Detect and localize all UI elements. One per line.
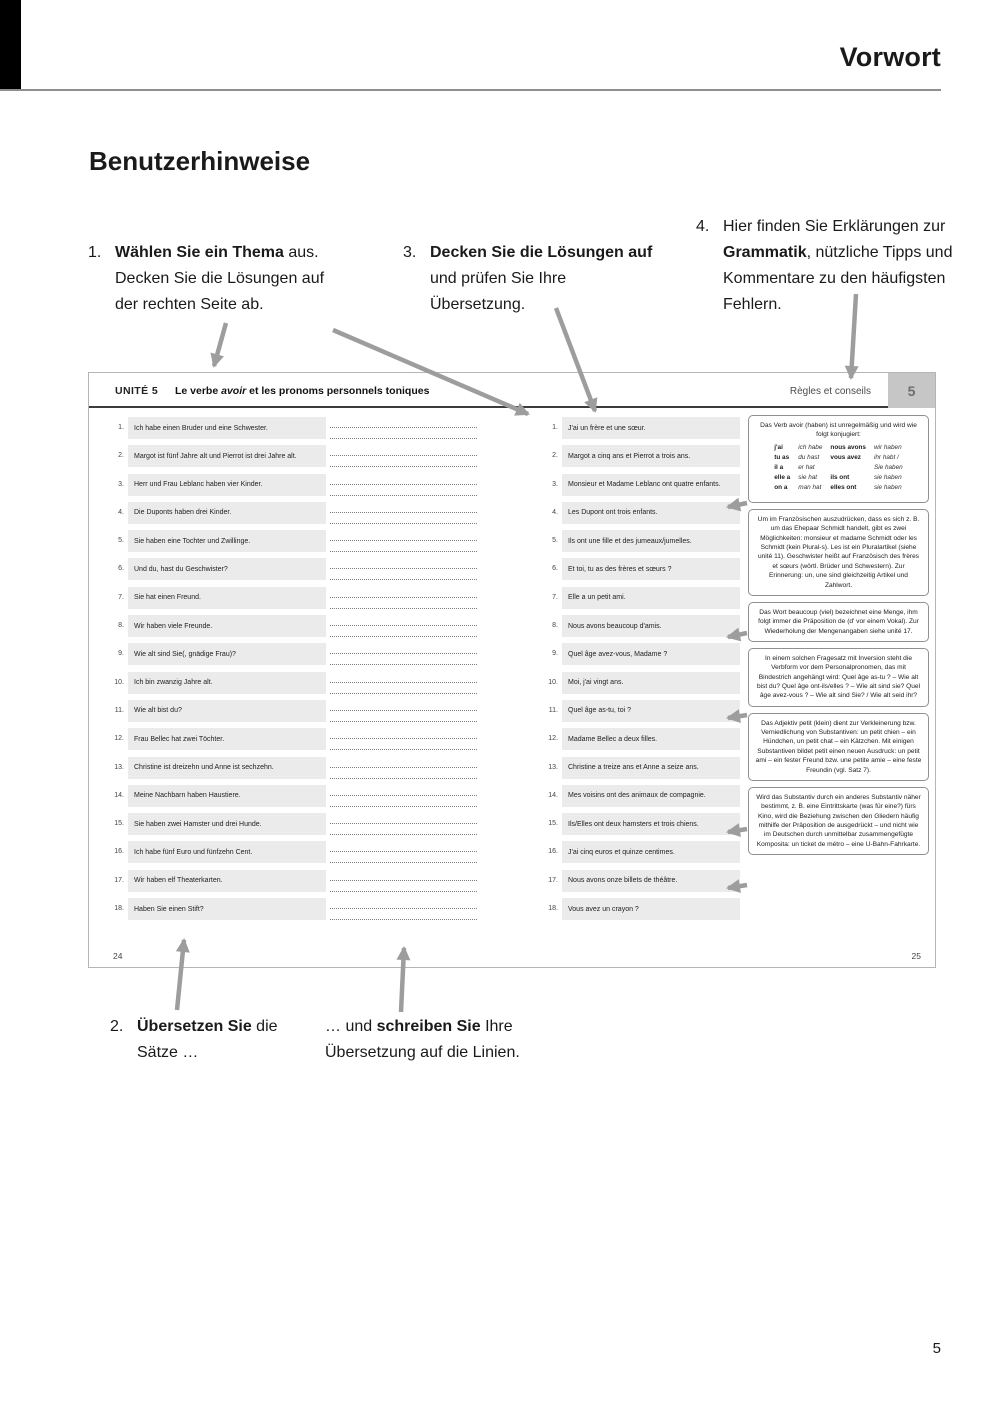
sentence-number: 1. xyxy=(552,424,558,431)
sentence-number: 15. xyxy=(114,820,124,828)
answer-lines xyxy=(330,898,477,920)
step-number: 4. xyxy=(696,218,710,235)
exercise-row xyxy=(111,898,483,926)
exercise-row xyxy=(111,445,483,473)
sentence-number: 6. xyxy=(118,565,124,573)
solution-row xyxy=(545,813,745,841)
conjugation-fr: vous avez xyxy=(830,453,861,461)
french-sentence: Vous avez un crayon ? xyxy=(562,898,740,920)
instruction-step-3 xyxy=(403,240,653,318)
french-solution-list xyxy=(545,417,745,926)
french-sentence: J'ai un frère et une sœur. xyxy=(562,417,740,439)
french-sentence: Les Dupont ont trois enfants. xyxy=(562,502,740,524)
sentence-number: 12. xyxy=(114,735,124,743)
french-sentence: Quel âge as-tu, toi ? xyxy=(562,700,740,722)
french-sentence: Nous avons beaucoup d'amis. xyxy=(562,615,740,637)
grammar-column xyxy=(748,415,929,855)
conjugation-fr: tu as xyxy=(774,453,790,461)
step-number: 1. xyxy=(88,244,102,261)
sentence-number: 10. xyxy=(114,678,124,686)
grammar-note-box: Das Adjektiv petit (klein) dient zur Verkleinerung bzw. Verniedlichung von Substantiven: un petit chien – ein Hündchen, un petit chat – ein Kätzchen. Mit einigen Substantiven bildet petit einen neuen Ausdruck: un petit ami – ein fester Freund bzw. une petite amie – eine feste Freundin (vgl. Satz 7). xyxy=(748,713,929,781)
sentence-number: 3. xyxy=(552,480,558,488)
french-sentence: Christine a treize ans et Anne a seize ans. xyxy=(562,757,740,779)
conjugation-table xyxy=(755,443,922,492)
sentence-number: 16. xyxy=(548,848,558,856)
conjugation-fr: il a xyxy=(774,463,784,471)
conjugation-fr: nous avons xyxy=(830,443,866,451)
french-sentence: J'ai cinq euros et quinze centimes. xyxy=(562,841,740,863)
header-divider xyxy=(0,89,941,91)
german-sentence-list xyxy=(111,417,483,926)
sentence-number: 14. xyxy=(114,791,124,799)
conjugation-de: man hat xyxy=(798,484,822,492)
sentence-number: 4. xyxy=(118,508,124,516)
answer-lines xyxy=(330,785,477,807)
answer-lines xyxy=(330,558,477,580)
page-header-title: Vorwort xyxy=(839,42,941,72)
exercise-row xyxy=(111,870,483,898)
conjugation-de: sie haben xyxy=(873,474,902,481)
answer-lines xyxy=(330,587,477,609)
german-sentence: Wir haben viele Freunde. xyxy=(128,615,326,637)
conjugation-de: ihr habt / xyxy=(873,453,899,461)
solution-row xyxy=(545,474,745,502)
solution-row xyxy=(545,785,745,813)
sentence-number: 13. xyxy=(114,763,124,771)
exercise-row xyxy=(111,558,483,586)
conjugation-fr: elle a xyxy=(774,474,791,481)
sentence-number: 17. xyxy=(114,876,124,884)
step-text: Übersetzen Sie die Sätze … xyxy=(137,1018,278,1061)
conjugation-de: Sie haben xyxy=(873,463,903,471)
conjugation-fr: ils ont xyxy=(830,474,850,481)
solution-row xyxy=(545,700,745,728)
sentence-number: 2. xyxy=(552,452,558,460)
solution-row xyxy=(545,728,745,756)
sentence-number: 7. xyxy=(118,593,124,601)
german-sentence: Haben Sie einen Stift? xyxy=(128,898,326,920)
german-sentence: Meine Nachbarn haben Haustiere. xyxy=(128,785,326,807)
conjugation-de: wir haben xyxy=(873,443,902,451)
exercise-row xyxy=(111,785,483,813)
german-sentence: Margot ist fünf Jahre alt und Pierrot ist drei Jahre alt. xyxy=(128,445,326,467)
german-sentence: Die Duponts haben drei Kinder. xyxy=(128,502,326,524)
answer-lines xyxy=(330,502,477,524)
grammar-note-box: Wird das Substantiv durch ein anderes Substantiv näher bestimmt, z. B. eine Eintrittskarte (was für eine?) fürs Kino, wird die Beziehung zwischen den Gliedern häufig mithilfe der Präposition de ausgedrückt – und nicht wie im Deutschen durch unmittelbar zusammengefügte Komposita: un ticket de métro – eine U-Bahn-Fahrkarte. xyxy=(748,787,929,855)
answer-lines xyxy=(330,643,477,665)
instruction-step-1 xyxy=(88,240,346,318)
solution-row xyxy=(545,530,745,558)
page-number-left: 24 xyxy=(113,951,123,961)
sentence-number: 12. xyxy=(548,735,558,743)
sentence-number: 5. xyxy=(118,537,124,545)
french-sentence: Elle a un petit ami. xyxy=(562,587,740,609)
exercise-row xyxy=(111,530,483,558)
exercise-row xyxy=(111,643,483,671)
sentence-number: 15. xyxy=(548,820,558,828)
page-number-right: 25 xyxy=(911,951,921,961)
exercise-row xyxy=(111,672,483,700)
step-text: Hier finden Sie Erklärungen zur Grammatik, nützliche Tipps und Kommentare zu den häufigsten Fehlern. xyxy=(723,218,953,313)
solution-row xyxy=(545,417,745,445)
grammar-note-box: Das Wort beaucoup (viel) bezeichnet eine Menge, ihm folgt immer die Präposition de (d' vor einem Vokal). Zur Wiederholung der Mengenangaben siehe unité 17. xyxy=(748,602,929,642)
sentence-number: 5. xyxy=(552,537,558,545)
unit-label: UNITÉ 5 xyxy=(115,385,159,397)
rules-et-conseils-label: Règles et conseils xyxy=(789,386,871,397)
solution-row xyxy=(545,587,745,615)
german-sentence: Wie alt sind Sie(, gnädige Frau)? xyxy=(128,643,326,665)
step-number: 2. xyxy=(110,1018,124,1035)
exercise-row xyxy=(111,841,483,869)
footer-page-number: 5 xyxy=(932,1340,941,1357)
sentence-number: 6. xyxy=(552,565,558,573)
sentence-number: 1. xyxy=(118,424,124,431)
answer-lines xyxy=(330,813,477,835)
german-sentence: Sie hat einen Freund. xyxy=(128,587,326,609)
verb-conjugation-box xyxy=(748,415,929,503)
german-sentence: Frau Bellec hat zwei Töchter. xyxy=(128,728,326,750)
conjugation-intro: Das Verb avoir (haben) ist unregelmäßig und wird wie folgt konjugiert: xyxy=(760,422,917,439)
step-text: Decken Sie die Lösungen auf und prüfen Sie Ihre Übersetzung. xyxy=(430,244,653,313)
german-sentence: Christine ist dreizehn und Anne ist sechzehn. xyxy=(128,757,326,779)
solution-row xyxy=(545,445,745,473)
french-sentence: Monsieur et Madame Leblanc ont quatre enfants. xyxy=(562,474,740,496)
sentence-number: 8. xyxy=(118,622,124,630)
answer-lines xyxy=(330,474,477,496)
instruction-write-note: … und schreiben Sie Ihre Übersetzung auf die Linien. xyxy=(325,1018,520,1061)
solution-row xyxy=(545,558,745,586)
exercise-row xyxy=(111,417,483,445)
spread-header xyxy=(89,373,935,408)
sentence-number: 16. xyxy=(114,848,124,856)
german-sentence: Wie alt bist du? xyxy=(128,700,326,722)
exercise-row xyxy=(111,813,483,841)
german-sentence: Sie haben eine Tochter und Zwillinge. xyxy=(128,530,326,552)
sentence-number: 11. xyxy=(114,706,124,714)
conjugation-fr: elles ont xyxy=(830,484,857,492)
grammar-note-box: In einem solchen Fragesatz mit Inversion steht die Verbform vor dem Personalpronomen, das mit Bindestrich angehängt wird: Quel âge as-tu ? – Wie alt bist du? Quel âge ont-ils/elles ? – Wie alt sind sie? Quel âge avez-vous ? – Wie alt sind Sie? / Wie alt seid ihr? xyxy=(748,648,929,707)
french-sentence: Ils/Elles ont deux hamsters et trois chiens. xyxy=(562,813,740,835)
german-sentence: Ich habe einen Bruder und eine Schwester. xyxy=(128,417,326,439)
conjugation-fr: on a xyxy=(774,484,788,492)
exercise-row xyxy=(111,728,483,756)
sentence-number: 18. xyxy=(114,905,124,913)
unit-title: Le verbe avoir et les pronoms personnels toniques xyxy=(175,385,430,397)
german-sentence: Herr und Frau Leblanc haben vier Kinder. xyxy=(128,474,326,496)
grammar-note-box: Um im Französischen auszudrücken, dass es sich z. B. um das Ehepaar Schmidt handelt, gibt es zwei Möglichkeiten: monsieur et madame Schmidt oder les Schmidt (kein Plural-s). Les ist ein Pluralartikel (siehe unité 11). Geschwister heißt auf Französisch des frères et sœurs (wörtl. Brüder und Schwestern). Zur Erinnerung: un, une sind gleichzeitig Artikel und Zahlwort. xyxy=(748,509,929,596)
french-sentence: Madame Bellec a deux filles. xyxy=(562,728,740,750)
french-sentence: Ils ont une fille et des jumeaux/jumelles. xyxy=(562,530,740,552)
exercise-row xyxy=(111,700,483,728)
sentence-number: 13. xyxy=(548,763,558,771)
solution-row xyxy=(545,757,745,785)
sentence-number: 14. xyxy=(548,791,558,799)
instruction-step-2 xyxy=(110,1014,295,1066)
corner-bleed-mark xyxy=(0,0,21,89)
conjugation-de: sie haben xyxy=(873,484,902,492)
answer-lines xyxy=(330,757,477,779)
answer-lines xyxy=(330,445,477,467)
answer-lines xyxy=(330,728,477,750)
exercise-row xyxy=(111,474,483,502)
exercise-row xyxy=(111,502,483,530)
solution-row xyxy=(545,502,745,530)
exercise-row xyxy=(111,615,483,643)
conjugation-de: du hast xyxy=(798,453,820,461)
solution-row xyxy=(545,841,745,869)
grammar-notes xyxy=(748,509,929,855)
sample-book-spread xyxy=(88,372,936,968)
instruction-step-4 xyxy=(696,214,954,318)
unit-number-tab: 5 xyxy=(888,373,935,408)
german-sentence: Wir haben elf Theaterkarten. xyxy=(128,870,326,892)
german-sentence: Ich habe fünf Euro und fünfzehn Cent. xyxy=(128,841,326,863)
step-number: 3. xyxy=(403,244,417,261)
arrow-step1-to-left-page xyxy=(214,323,226,366)
solution-row xyxy=(545,870,745,898)
sentence-number: 10. xyxy=(548,678,558,686)
french-sentence: Et toi, tu as des frères et sœurs ? xyxy=(562,558,740,580)
conjugation-fr: j'ai xyxy=(774,443,783,451)
german-sentence: Sie haben zwei Hamster und drei Hunde. xyxy=(128,813,326,835)
german-sentence: Ich bin zwanzig Jahre alt. xyxy=(128,672,326,694)
german-sentence: Und du, hast du Geschwister? xyxy=(128,558,326,580)
answer-lines xyxy=(330,841,477,863)
conjugation-de: ich habe xyxy=(798,443,823,451)
answer-lines xyxy=(330,700,477,722)
solution-row xyxy=(545,615,745,643)
conjugation-de: er hat xyxy=(798,463,815,471)
french-sentence: Mes voisins ont des animaux de compagnie. xyxy=(562,785,740,807)
solution-row xyxy=(545,643,745,671)
french-sentence: Quel âge avez-vous, Madame ? xyxy=(562,643,740,665)
solution-row xyxy=(545,898,745,926)
exercise-row xyxy=(111,587,483,615)
answer-lines xyxy=(330,530,477,552)
conjugation-fr xyxy=(830,463,866,472)
french-sentence: Moi, j'ai vingt ans. xyxy=(562,672,740,694)
sentence-number: 4. xyxy=(552,508,558,516)
section-title: Benutzerhinweise xyxy=(89,146,311,176)
french-sentence: Margot a cinq ans et Pierrot a trois ans. xyxy=(562,445,740,467)
sentence-number: 9. xyxy=(552,650,558,658)
exercise-row xyxy=(111,757,483,785)
conjugation-de: sie hat xyxy=(798,474,818,481)
sentence-number: 7. xyxy=(552,593,558,601)
french-sentence: Nous avons onze billets de théâtre. xyxy=(562,870,740,892)
answer-lines xyxy=(330,417,477,439)
answer-lines xyxy=(330,672,477,694)
sentence-number: 18. xyxy=(548,905,558,913)
answer-lines xyxy=(330,870,477,892)
sentence-number: 11. xyxy=(548,706,558,714)
sentence-number: 8. xyxy=(552,622,558,630)
solution-row xyxy=(545,672,745,700)
sentence-number: 3. xyxy=(118,480,124,488)
answer-lines xyxy=(330,615,477,637)
step-text: Wählen Sie ein Thema aus. Decken Sie die Lösungen auf der rechten Seite ab. xyxy=(115,244,325,313)
sentence-number: 9. xyxy=(118,650,124,658)
sentence-number: 17. xyxy=(548,876,558,884)
sentence-number: 2. xyxy=(118,452,124,460)
